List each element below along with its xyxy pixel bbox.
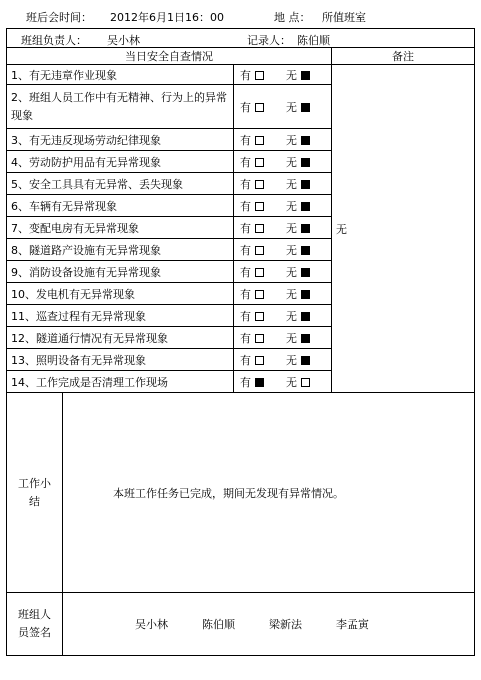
- yes-checkbox[interactable]: [255, 378, 264, 387]
- safety-check-form: [6, 28, 475, 656]
- no-label: 无: [286, 177, 297, 191]
- no-checkbox[interactable]: [301, 312, 310, 321]
- checklist-item-text: 5、安全工具具有无异常、丢失现象: [7, 173, 234, 195]
- meeting-place-label: 地 点：: [274, 11, 311, 24]
- checklist-row: [7, 65, 475, 85]
- no-label: 无: [286, 133, 297, 147]
- note-cell: 无: [332, 65, 475, 393]
- checklist-options: [234, 283, 332, 305]
- header-self-check: 当日安全自查情况: [7, 48, 332, 65]
- no-label: 无: [286, 243, 297, 257]
- no-label: 无: [286, 353, 297, 367]
- yes-checkbox[interactable]: [255, 136, 264, 145]
- checklist-item-text: 2、班组人员工作中有无精神、行为上的异常现象: [7, 85, 234, 129]
- yes-label: 有: [240, 243, 251, 257]
- checklist-item-text: 8、隧道路产设施有无异常现象: [7, 239, 234, 261]
- table-header-row: [7, 48, 475, 65]
- no-label: 无: [286, 309, 297, 323]
- no-checkbox[interactable]: [301, 290, 310, 299]
- checklist-item-text: 1、有无违章作业现象: [7, 65, 234, 85]
- yes-label: 有: [240, 177, 251, 191]
- no-checkbox[interactable]: [301, 180, 310, 189]
- yes-label: 有: [240, 155, 251, 169]
- summary-row: [7, 393, 475, 593]
- summary-label: 工作小结: [7, 393, 63, 593]
- checklist-item-text: 12、隧道通行情况有无异常现象: [7, 327, 234, 349]
- team-cell: [7, 29, 475, 48]
- checklist-item-text: 6、车辆有无异常现象: [7, 195, 234, 217]
- no-checkbox[interactable]: [301, 356, 310, 365]
- yes-checkbox[interactable]: [255, 103, 264, 112]
- checklist-item-text: 9、消防设备设施有无异常现象: [7, 261, 234, 283]
- checklist-item-text: 10、发电机有无异常现象: [7, 283, 234, 305]
- no-label: 无: [286, 375, 297, 389]
- no-label: 无: [286, 221, 297, 235]
- yes-label: 有: [240, 287, 251, 301]
- yes-checkbox[interactable]: [255, 334, 264, 343]
- checklist-item-text: 11、巡查过程有无异常现象: [7, 305, 234, 327]
- yes-label: 有: [240, 100, 251, 114]
- checklist-options: [234, 349, 332, 371]
- yes-label: 有: [240, 68, 251, 82]
- yes-label: 有: [240, 133, 251, 147]
- no-checkbox[interactable]: [301, 378, 310, 387]
- checklist-options: [234, 65, 332, 85]
- checklist-options: [234, 371, 332, 393]
- yes-label: 有: [240, 221, 251, 235]
- meeting-row: [6, 6, 474, 27]
- header-note: 备注: [332, 48, 475, 65]
- no-checkbox[interactable]: [301, 224, 310, 233]
- yes-checkbox[interactable]: [255, 71, 264, 80]
- yes-label: 有: [240, 331, 251, 345]
- no-checkbox[interactable]: [301, 246, 310, 255]
- no-checkbox[interactable]: [301, 268, 310, 277]
- checklist-options: [234, 217, 332, 239]
- no-checkbox[interactable]: [301, 136, 310, 145]
- no-label: 无: [286, 199, 297, 213]
- signature-name: 吴小林: [135, 618, 168, 631]
- signature-row: [7, 593, 475, 656]
- leader-value: 吴小林: [107, 34, 140, 47]
- leader-label: 班组负责人：: [21, 34, 87, 47]
- signature-name: 陈伯顺: [202, 618, 235, 631]
- no-label: 无: [286, 265, 297, 279]
- yes-label: 有: [240, 199, 251, 213]
- yes-checkbox[interactable]: [255, 158, 264, 167]
- yes-label: 有: [240, 353, 251, 367]
- checklist-item-text: 3、有无违反现场劳动纪律现象: [7, 129, 234, 151]
- signature-name: 梁新法: [269, 618, 302, 631]
- checklist-options: [234, 173, 332, 195]
- yes-checkbox[interactable]: [255, 180, 264, 189]
- yes-checkbox[interactable]: [255, 356, 264, 365]
- yes-checkbox[interactable]: [255, 246, 264, 255]
- checklist-options: [234, 129, 332, 151]
- summary-text: 本班工作任务已完成，期间无发现有异常情况。: [63, 393, 475, 593]
- yes-checkbox[interactable]: [255, 202, 264, 211]
- no-checkbox[interactable]: [301, 334, 310, 343]
- no-checkbox[interactable]: [301, 103, 310, 112]
- checklist-options: [234, 305, 332, 327]
- yes-label: 有: [240, 309, 251, 323]
- yes-checkbox[interactable]: [255, 312, 264, 321]
- team-row: [7, 29, 475, 48]
- checklist-options: [234, 239, 332, 261]
- signature-name: 李孟寅: [336, 618, 369, 631]
- no-label: 无: [286, 100, 297, 114]
- no-checkbox[interactable]: [301, 202, 310, 211]
- signature-names: [63, 593, 475, 656]
- no-label: 无: [286, 287, 297, 301]
- signature-label: 班组人员签名: [7, 593, 63, 656]
- recorder-value: 陈伯顺: [297, 34, 330, 47]
- recorder-label: 记录人：: [247, 34, 291, 47]
- checklist-options: [234, 85, 332, 129]
- checklist-options: [234, 195, 332, 217]
- checklist-options: [234, 327, 332, 349]
- meeting-place-value: 所值班室: [322, 11, 366, 24]
- yes-checkbox[interactable]: [255, 268, 264, 277]
- checklist-item-text: 13、照明设备有无异常现象: [7, 349, 234, 371]
- meeting-time-value: 2012年6月1日16：00: [110, 11, 224, 24]
- meeting-time-label: 班后会时间：: [26, 11, 92, 24]
- yes-checkbox[interactable]: [255, 224, 264, 233]
- checklist-item-text: 7、变配电房有无异常现象: [7, 217, 234, 239]
- no-checkbox[interactable]: [301, 71, 310, 80]
- yes-checkbox[interactable]: [255, 290, 264, 299]
- yes-label: 有: [240, 375, 251, 389]
- checklist-options: [234, 151, 332, 173]
- checklist-item-text: 14、工作完成是否清理工作现场: [7, 371, 234, 393]
- no-label: 无: [286, 68, 297, 82]
- checklist-options: [234, 261, 332, 283]
- yes-label: 有: [240, 265, 251, 279]
- no-label: 无: [286, 331, 297, 345]
- no-label: 无: [286, 155, 297, 169]
- checklist-item-text: 4、劳动防护用品有无异常现象: [7, 151, 234, 173]
- no-checkbox[interactable]: [301, 158, 310, 167]
